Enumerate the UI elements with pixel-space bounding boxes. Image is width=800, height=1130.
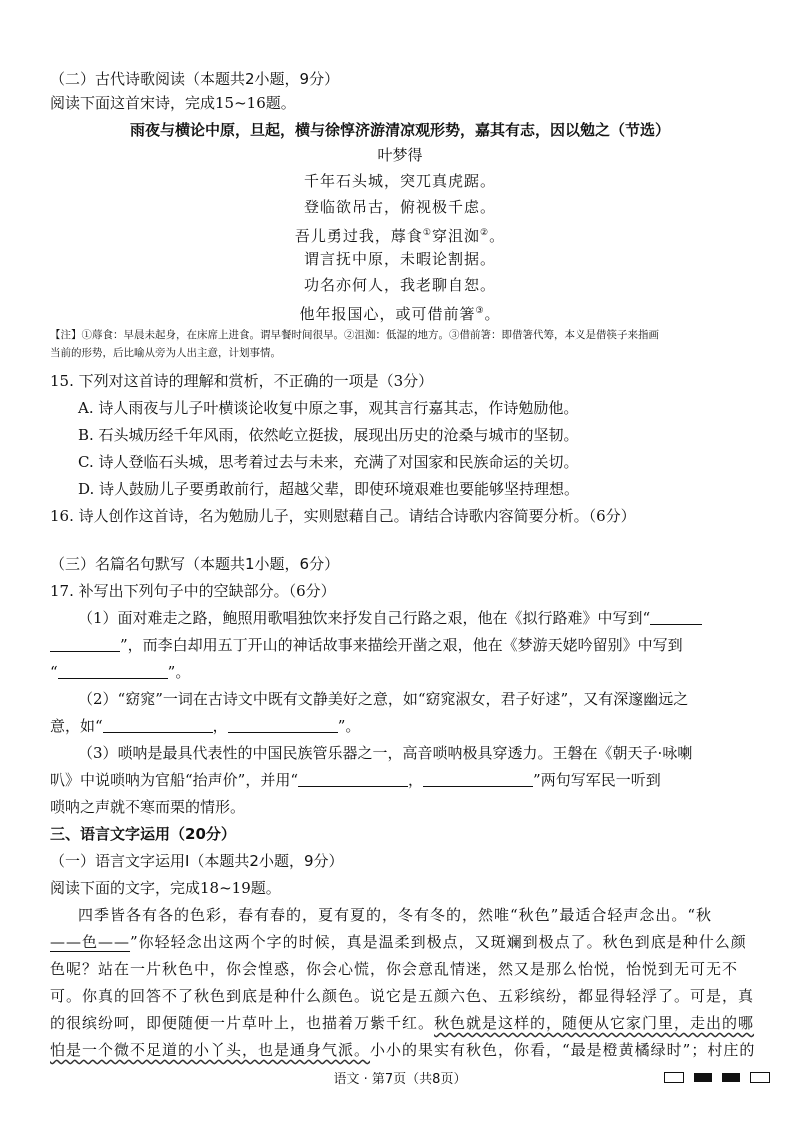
poem-line-2: 登临欲吊古，俯视极千虑。: [303, 198, 496, 216]
footnote-mark-3: ③: [475, 306, 485, 316]
q17-item3-line1: （3）唢呐是最具代表性的中国民族管乐器之一，高音唢呐极具穿透力。王磐在《朝天子·咏喇: [78, 744, 693, 762]
passage-line-5: 的很缤纷呵，即便随便一片草叶上，也描着万紫千红。秋色就是这样的，随便从它家门里，走出的哪: [50, 1014, 755, 1032]
poem-line-4: 谓言抚中原，未暇论割据。: [303, 250, 496, 268]
question-16: 16. 诗人创作这首诗，名为勉励儿子，实则慰藉自己。请结合诗歌内容简要分析。（6分）: [50, 507, 636, 525]
poem-line-1: 千年石头城，突兀真虎踞。: [303, 172, 496, 190]
passage-line-1: 四季皆各有各的色彩，春有春的，夏有夏的，冬有冬的，然唯“秋色”最适合轻声念出。“秋: [78, 906, 713, 924]
poem-note-line-2: 当前的形势，后比喻从旁为人出主意，计划事情。: [50, 347, 281, 359]
question-15-option-d: D. 诗人鼓励儿子要勇敢前行，超越父辈，即使环境艰难也要能够坚持理想。: [78, 480, 580, 498]
question-15-stem: 15. 下列对这首诗的理解和赏析，不正确的一项是（3分）: [50, 372, 434, 390]
part-heading-language-use: 三、语言文字运用（20分）: [50, 825, 236, 843]
q17-item2-line1: （2）“窈窕”一词在古诗文中既有文静美好之意，如“窈窕淑女，君子好逑”，又有深邃幽远之: [78, 690, 689, 708]
passage-line-6: 怕是一个微不足道的小丫头，也是通身气派。小小的果实有秋色，你看，“最是橙黄橘绿时”；村庄的: [50, 1041, 756, 1059]
poetry-instruction: 阅读下面这首宋诗，完成15~16题。: [50, 94, 296, 112]
q17-item2-line2: 意，如“ ， ”。: [50, 717, 361, 735]
section-heading-recitation: （三）名篇名句默写（本题共1小题，6分）: [50, 555, 340, 573]
question-15-option-b: B. 石头城历经千年风雨，依然屹立挺拔，展现出历史的沧桑与城市的坚韧。: [78, 426, 579, 444]
footnote-mark-2: ②: [480, 228, 490, 238]
answer-blank-1c[interactable]: [58, 662, 168, 679]
poem-line-3: 吾儿勇过我，蓐食①穿沮洳②。: [294, 227, 506, 245]
poem-line-5: 功名亦何人，我老聊自恕。: [303, 276, 496, 294]
question-15-option-a: A. 诗人雨夜与儿子叶横谈论收复中原之事，观其言行嘉其志，作诗勉励他。: [78, 399, 579, 417]
poem-title: 雨夜与横论中原，旦起，横与徐惇济游清凉观形势，嘉其有志，因以勉之（节选）: [129, 121, 670, 139]
wavy-underlined-sentence: 秋色就是这样的，随便从它家门里，走出的哪: [434, 1014, 755, 1032]
passage-line-3: 色呢？站在一片秋色中，你会惶惑，你会心慌，你会意乱情迷，然又是那么怡悦，怡悦到无可无不: [50, 960, 739, 978]
question-15-option-c: C. 诗人登临石头城，思考着过去与未来，充满了对国家和民族命运的关切。: [78, 453, 579, 471]
answer-blank-1a[interactable]: [650, 608, 702, 625]
poem-line-6: 他年报国心，或可借前箸③。: [299, 305, 501, 323]
scan-mark-filled-1: [694, 1073, 712, 1082]
answer-blank-2a[interactable]: [103, 716, 213, 733]
scan-marks: [664, 1072, 770, 1083]
poem-author: 叶梦得: [377, 146, 423, 164]
passage-line-4: 可。你真的回答不了秋色到底是种什么颜色。说它是五颜六色、五彩缤纷，都显得轻浮了。可是，真: [50, 987, 755, 1005]
poem-note-line-1: 【注】①蓐食：早晨未起身，在床席上进食。谓早餐时间很早。②沮洳：低湿的地方。③借前箸：即借箸代筹，本义是借筷子来指画: [50, 329, 659, 341]
q17-item1-line3: “ ”。: [50, 663, 191, 681]
answer-blank-1b[interactable]: [50, 635, 120, 652]
scan-mark-open-2: [750, 1072, 770, 1083]
passage-line-2: ——色——”你轻轻念出这两个字的时候，真是温柔到极点，又斑斓到极点了。秋色到底是种什么颜: [50, 933, 747, 951]
q17-item3-line3: 唢呐之声就不寒而栗的情形。: [50, 798, 246, 816]
scan-mark-filled-2: [722, 1073, 740, 1082]
scan-mark-open-1: [664, 1072, 684, 1083]
answer-blank-3a[interactable]: [298, 770, 408, 787]
language-use-instruction: 阅读下面的文字，完成18~19题。: [50, 879, 281, 897]
q17-item1-line1: （1）面对难走之路，鲍照用歌唱独饮来抒发自己行路之艰，他在《拟行路难》中写到“: [78, 607, 702, 629]
subsection-heading-language-use-1: （一）语言文字运用Ⅰ（本题共2小题，9分）: [50, 852, 344, 870]
q17-item3-line2: 叭》中说唢呐为官船“抬声价”，并用“ ， ”两句写军民一听到: [50, 771, 661, 789]
section-heading-poetry: （二）古代诗歌阅读（本题共2小题，9分）: [50, 70, 340, 88]
q17-item1-line2: ”，而李白却用五丁开山的神话故事来描绘开凿之艰，他在《梦游天姥吟留别》中写到: [50, 634, 683, 656]
answer-blank-3b[interactable]: [423, 770, 533, 787]
footnote-mark-1: ①: [422, 228, 432, 238]
page-footer: 语文 · 第7页（共8页）: [333, 1072, 467, 1087]
question-17-stem: 17. 补写出下列句子中的空缺部分。（6分）: [50, 582, 336, 600]
answer-blank-2b[interactable]: [228, 716, 338, 733]
